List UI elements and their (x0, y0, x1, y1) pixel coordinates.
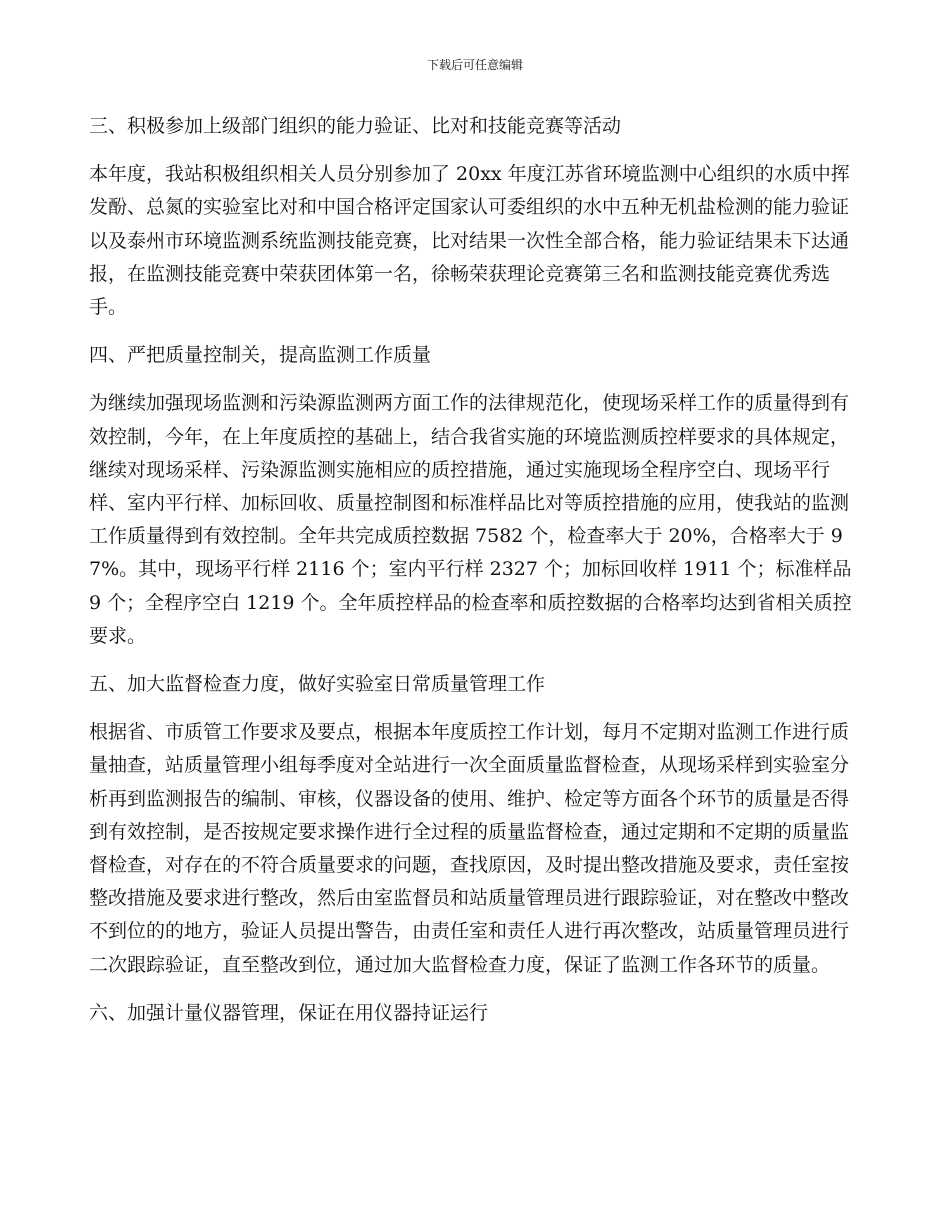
section-heading-5: 五、加大监督检查力度，做好实验室日常质量管理工作 (89, 673, 546, 696)
document-body (89, 110, 864, 1045)
section-paragraph-3: 本年度，我站积极组织相关人员分别参加了 20xx 年度江苏省环境监测中心组织的水质中挥发酚、总氮的实验室比对和中国合格评定国家认可委组织的水中五种无机盐检测的能力验证以及泰州市环境监测系统监测技能竞赛，比对结果一次性全部合格，能力验证结果未下达通报，在监测技能竞赛中荣获团体第一名，徐畅荣获理论竞赛第三名和监测技能竞赛优秀选手。 (89, 163, 850, 319)
header-note: 下载后可任意编辑 (426, 58, 523, 72)
section-paragraph-5: 根据省、市质管工作要求及要点，根据本年度质控工作计划，每月不定期对监测工作进行质量抽查，站质量管理小组每季度对全站进行一次全面质量监督检查，从现场采样到实验室分析再到监测报告的编制、审核，仪器设备的使用、维护、检定等方面各个环节的质量是否得到有效控制，是否按规定要求操作进行全过程的质量监督检查，通过定期和不定期的质量监督检查，对存在的不符合质量要求的问题，查找原因，及时提出整改措施及要求，责任室按整改措施及要求进行整改，然后由室监督员和站质量管理员进行跟踪验证，对在整改中整改不到位的的地方，验证人员提出警告，由责任室和责任人进行再次整改，站质量管理员进行二次跟踪验证，直至整改到位，通过加大监督检查力度，保证了监测工作各环节的质量。 (89, 721, 850, 976)
section-paragraph-4: 为继续加强现场监测和污染源监测两方面工作的法律规范化，使现场采样工作的质量得到有效控制，今年，在上年度质控的基础上，结合我省实施的环境监测质控样要求的具体规定，继续对现场采样、污染源监测实施相应的质控措施，通过实施现场全程序空白、现场平行样、室内平行样、加标回收、质量控制图和标准样品比对等质控措施的应用，使我站的监测工作质量得到有效控制。全年共完成质控数据 7582 个，检查率大于 20%，合格率大于 97%。其中，现场平行样 2116 个；室内平行样 2327 个；加标回收样 1911 个；标准样品 9 个；全程序空白 1219 个。全年质控样品的检查率和质控数据的合格率均达到省相关质控要求。 (89, 392, 852, 647)
section-heading-3: 三、积极参加上级部门组织的能力验证、比对和技能竞赛等活动 (89, 115, 622, 137)
section-heading-4: 四、严把质量控制关，提高监测工作质量 (89, 344, 432, 367)
section-heading-6: 六、加强计量仪器管理，保证在用仪器持证运行 (89, 1001, 489, 1024)
